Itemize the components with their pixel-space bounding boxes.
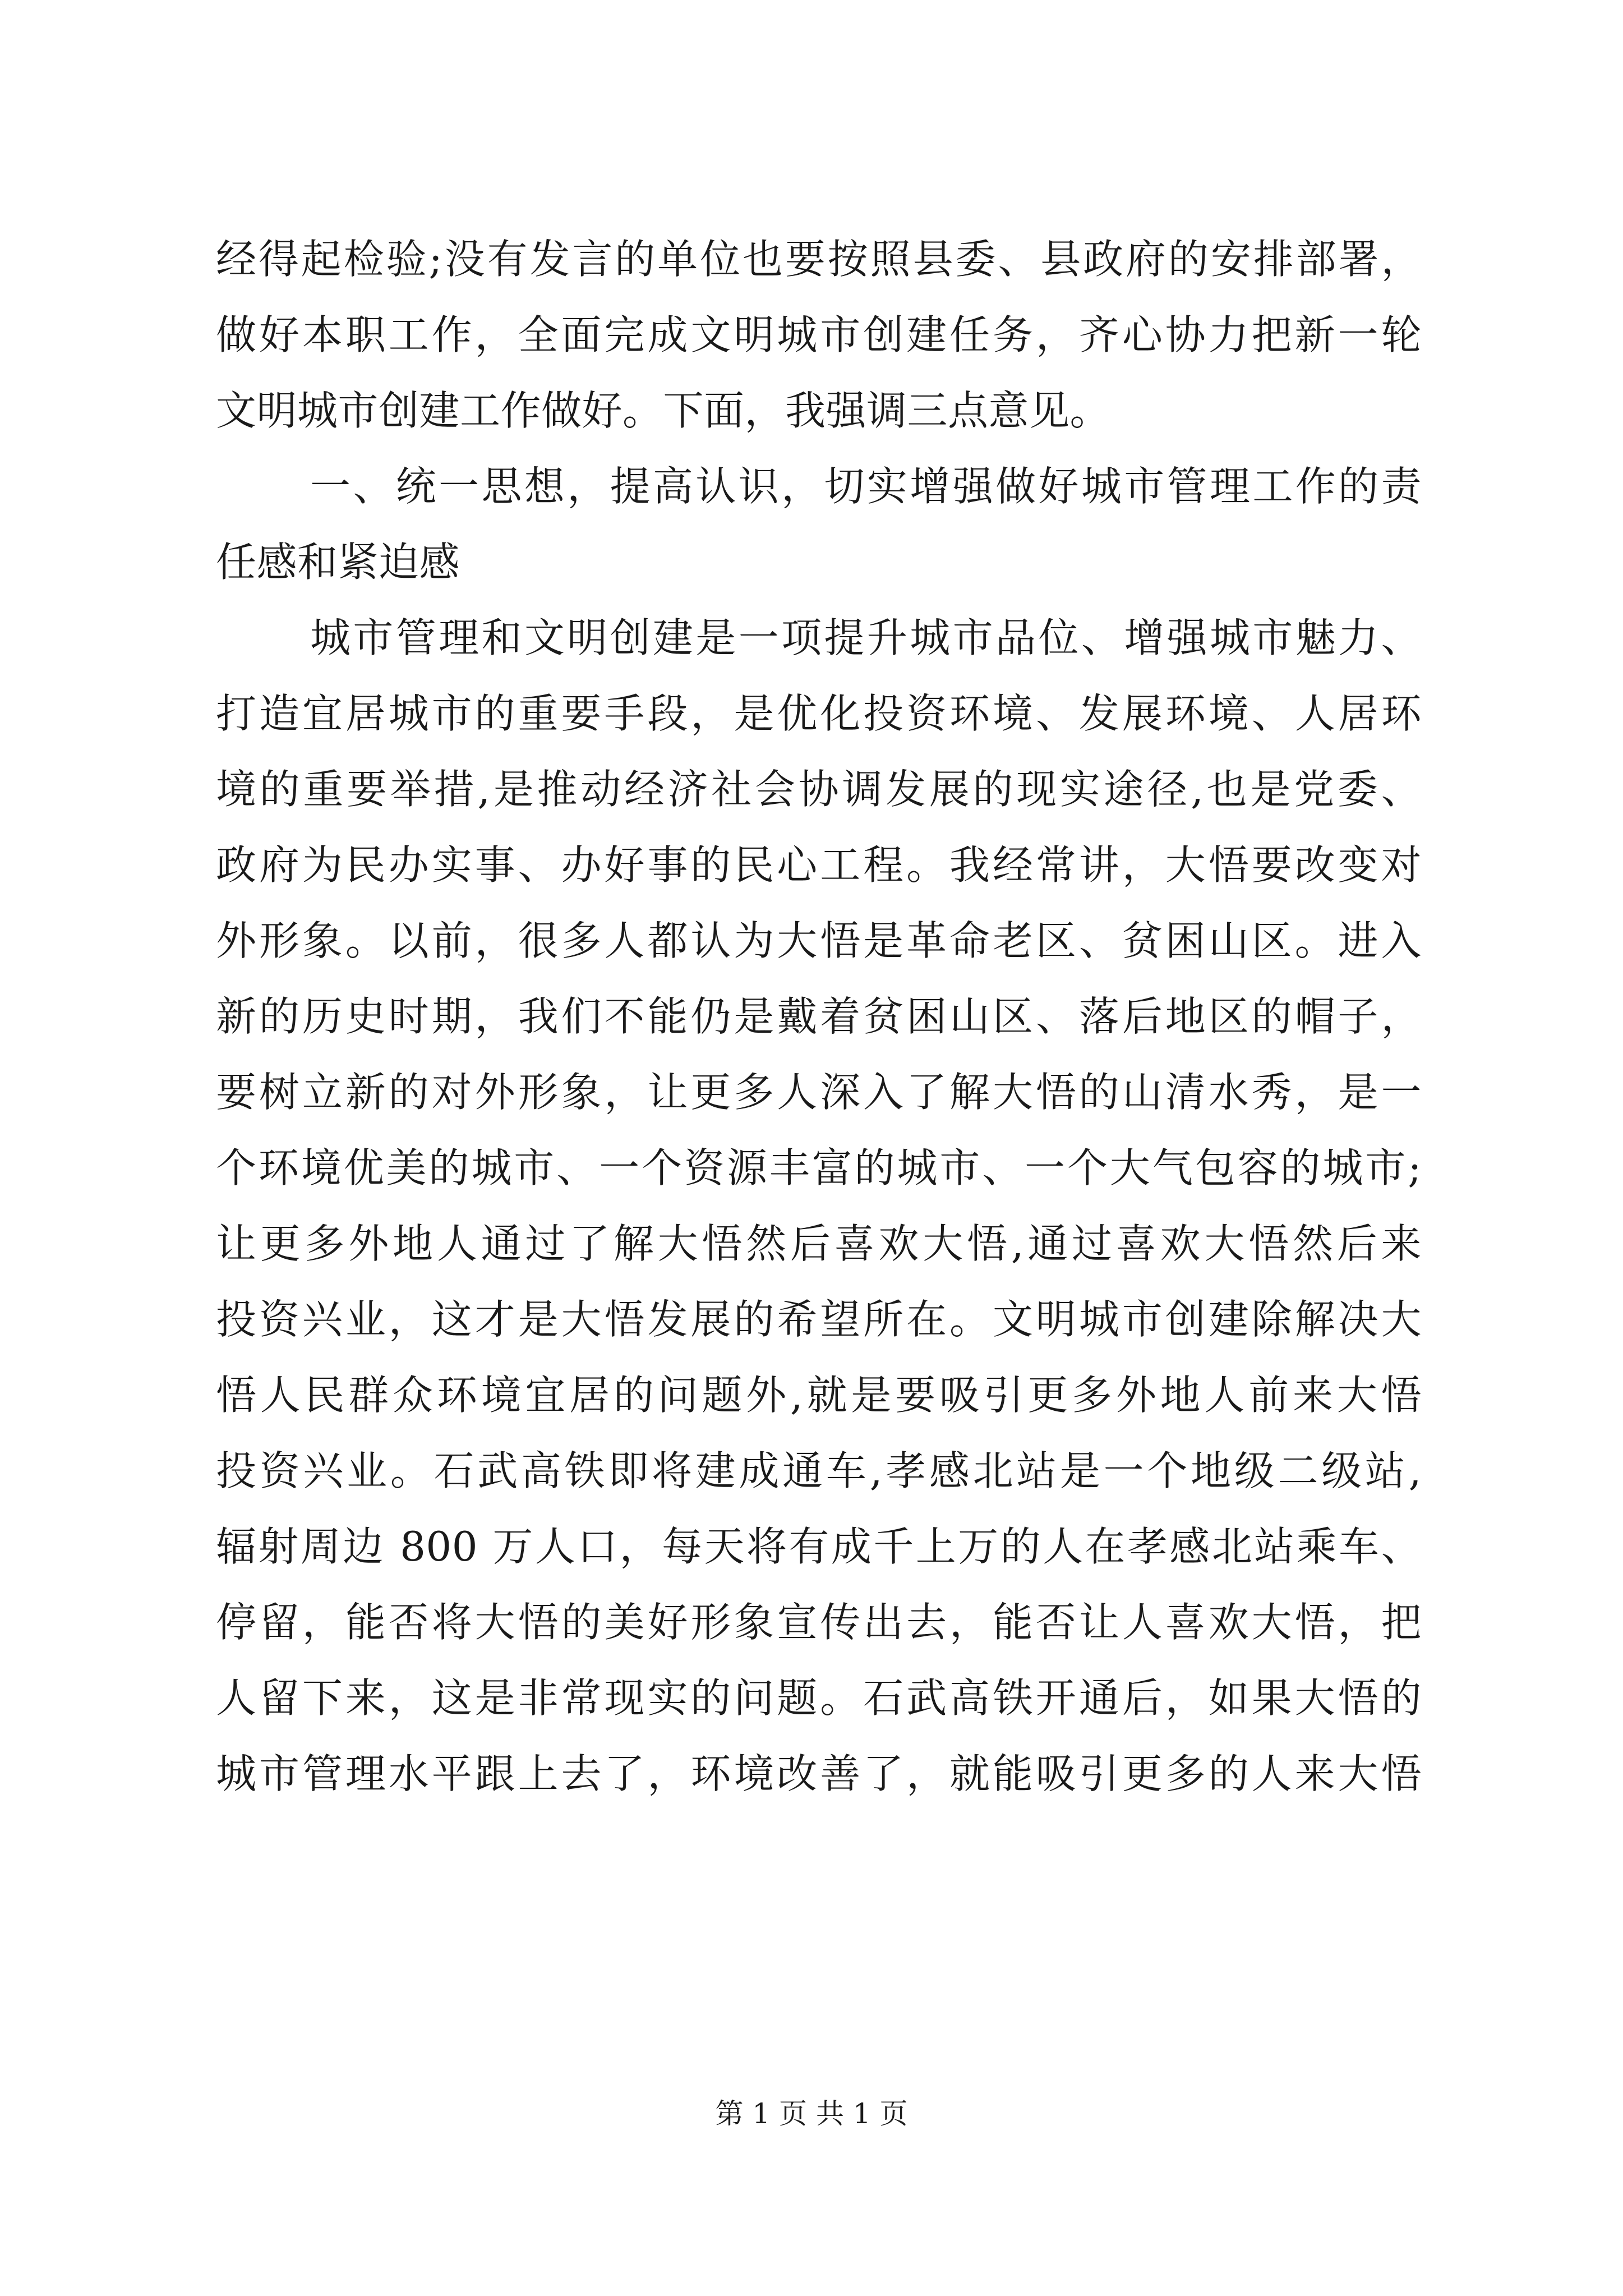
text-line: 城市管理和文明创建是一项提升城市品位、增强城市魅力、 bbox=[310, 614, 1422, 661]
page-number-label: 第 1 页 共 1 页 bbox=[715, 2097, 908, 2130]
text-line: 境的重要举措,是推动经济社会协调发展的现实途径,也是党委、 bbox=[216, 766, 1422, 813]
text-line: 外形象。以前，很多人都认为大悟是革命老区、贫困山区。进入 bbox=[216, 917, 1422, 964]
text-line: 城市管理水平跟上去了，环境改善了，就能吸引更多的人来大悟 bbox=[216, 1750, 1422, 1797]
text-line: 做好本职工作，全面完成文明城市创建任务，齐心协力把新一轮 bbox=[216, 311, 1422, 358]
text-line: 辐射周边 800 万人口，每天将有成千上万的人在孝感北站乘车、 bbox=[216, 1523, 1422, 1570]
text-line: 投资兴业。石武高铁即将建成通车,孝感北站是一个地级二级站, bbox=[216, 1447, 1422, 1494]
text-line: 经得起检验;没有发言的单位也要按照县委、县政府的安排部署， bbox=[216, 236, 1422, 283]
text-line: 政府为民办实事、办好事的民心工程。我经常讲，大悟要改变对 bbox=[216, 841, 1422, 889]
text-line: 要树立新的对外形象，让更多人深入了解大悟的山清水秀，是一 bbox=[216, 1069, 1422, 1116]
section-heading-line: 一、统一思想，提高认识，切实增强做好城市管理工作的责 bbox=[310, 463, 1422, 510]
section-heading-line: 任感和紧迫感 bbox=[216, 539, 460, 586]
page-footer bbox=[0, 2091, 1623, 2132]
text-line: 打造宜居城市的重要手段，是优化投资环境、发展环境、人居环 bbox=[216, 690, 1422, 737]
text-line: 个环境优美的城市、一个资源丰富的城市、一个大气包容的城市; bbox=[216, 1144, 1422, 1191]
text-line: 新的历史时期，我们不能仍是戴着贫困山区、落后地区的帽子， bbox=[216, 993, 1422, 1040]
text-line: 停留，能否将大悟的美好形象宣传出去，能否让人喜欢大悟，把 bbox=[216, 1599, 1422, 1646]
text-line: 让更多外地人通过了解大悟然后喜欢大悟,通过喜欢大悟然后来 bbox=[216, 1220, 1422, 1267]
text-line: 人留下来，这是非常现实的问题。石武高铁开通后，如果大悟的 bbox=[216, 1674, 1422, 1722]
text-line: 投资兴业，这才是大悟发展的希望所在。文明城市创建除解决大 bbox=[216, 1296, 1422, 1343]
text-line: 悟人民群众环境宜居的问题外,就是要吸引更多外地人前来大悟 bbox=[216, 1372, 1422, 1419]
text-line: 文明城市创建工作做好。下面，我强调三点意见。 bbox=[216, 387, 1111, 434]
document-body bbox=[216, 222, 1422, 1812]
